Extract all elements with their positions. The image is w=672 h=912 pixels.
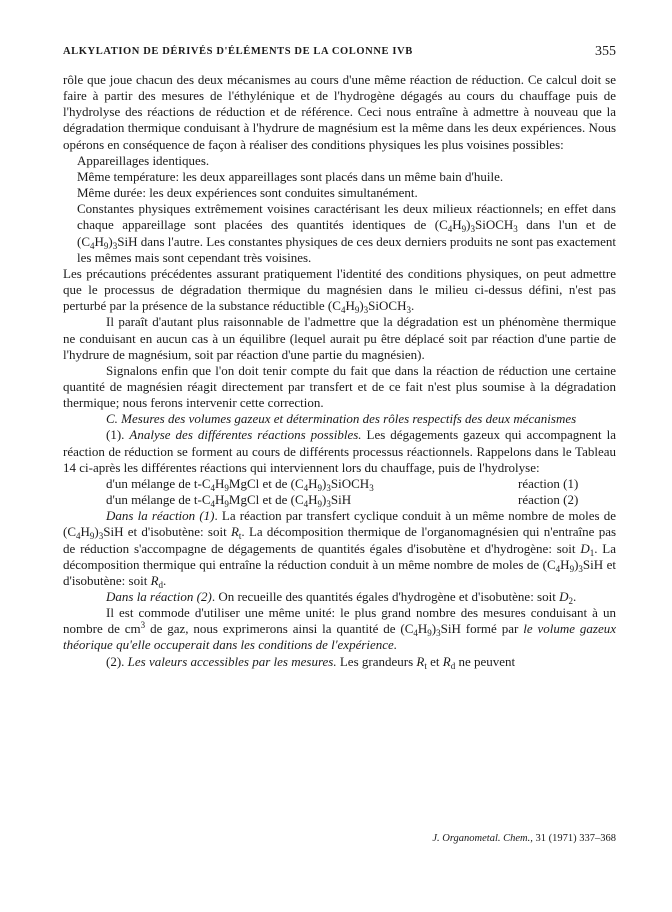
running-title: ALKYLATION DE DÉRIVÉS D'ÉLÉMENTS DE LA COLONNE IVB [63,46,413,57]
reaction-label-2: réaction (2) [518,492,579,508]
paragraph-equilibrium: Il paraît d'autant plus raisonnable de l'admettre que la dégradation est un phénomène thermique ne conduisant en aucun cas à un équilibre (lequel aurait pu être déplacé soit par réaction d'une partie de l'hydrure de magnésium, soit par réaction d'une partie du magnésien). [63,314,616,362]
reaction-line-2: d'un mélange de $t-C_4H_9MgCl$ et de $(C_4H_9)_3SiH$ réaction (2) [63,492,616,508]
paragraph-reaction-1: Dans la réaction (1). La réaction par transfert cyclique conduit à un même nombre de moles de $(C_4H_9)_3SiH$ et d'isobutène: soit $R_t$. La décomposition thermique de l'organomagnésien qui n'entraîne pas de réduction s'accompagne de dégagements de quantités égales d'isobutène et d'hydrogène: soit $D_1$. La décomposition thermique qui entraîne la réduction conduit à un même nombre de moles de $(C_4H_9)_3SiH$ et d'isobutène: soit $R_d$. [63,508,617,590]
subsection-2-title: Les valeurs accessibles par les mesures. [127,653,337,669]
subsection-1-title: Analyse des différentes réactions possibles. [129,427,362,443]
condition-item-apparatus: Appareillages identiques. [77,152,210,168]
paragraph-precautions: Les précautions précédentes assurant pratiquement l'identité des conditions physiques, on peut admettre que le processus de dégradation thermique du magnésien dans le milieu ci-dessus défini, n'est pas perturbé par la présence de la substance réductible $(C_4H_9)_3SiOCH_3$. [63,265,616,316]
reaction-line-1: d'un mélange de $t-C_4H_9MgCl$ et de $(C_4H_9)_3SiOCH_3$ réaction (1) [63,476,616,492]
paragraph-reaction-2: Dans la réaction (2). On recueille des quantités égales d'hydrogène et d'isobutène: soit $D_2$. [106,589,577,606]
condition-item-temperature: Même température: les deux appareillages sont placés dans un même bain d'huile. [77,168,504,184]
page-header [63,44,616,66]
subsection-1: (1). Analyse des différentes réactions possibles. Les dégagements gazeux qui accompagnent la réaction de réduction se forment au cours de différents processus réactionnels. Rappelons dans le Tableau 14 ci-après les différentes réactions qui interviennent lors du chauffage, puis de l'hydrolyse: [63,427,617,475]
page-number: 355 [595,44,616,59]
paragraph-units: Il est commode d'utiliser une même unité: le plus grand nombre des mesures conduisant à un nombre de $cm^3$ de gaz, nous exprimerons ainsi la quantité de $(C_4H_9)_3SiH$ formé par le volume gazeux théorique qu'elle occuperait dans les conditions de l'expérience. [63,605,617,653]
condition-item-duration: Même durée: les deux expériences sont conduites simultanément. [77,185,418,201]
body-text [63,72,616,670]
section-heading-c: C. Mesures des volumes gazeux et détermination des rôles respectifs des deux mécanismes [106,411,577,427]
journal-citation: J. Organometal. Chem., 31 (1971) 337–368 [432,833,616,844]
page [63,44,617,844]
paragraph-intro: rôle que joue chacun des deux mécanismes au cours d'une même réaction de réduction. Ce calcul doit se faire à partir des mesures de l'éthylénique et de l'hydrogène dégagés au cours du chauffage puis de l'hydrolyse des réactions de réduction et de référence. Ceci nous entraîne à admettre à nouveau que la dégradation thermique conduisant à l'hydrure de magnésium est la même dans les deux expériences. Nous opérons en conséquence de façon à réaliser des conditions physiques les plus voisines possibles: [63,72,616,152]
reaction-label-1: réaction (1) [518,475,579,491]
subsection-2: (2). Les valeurs accessibles par les mesures. Les grandeurs $R_t$ et $R_d$ ne peuvent [106,653,516,671]
condition-item-constants: Constantes physiques extrêmement voisines caractérisant les deux milieux réactionnels; en effet dans chaque appareillage sont placées des quantités identiques de $(C_4H_9)_3SiOCH_3$ dans l'un et de $(C_4H_9)_3SiH$ dans l'autre. Les constantes physiques de ces deux derniers produits ne sont pas exactement les mêmes mais sont cependant très voisines. [77,201,617,265]
paragraph-correction: Signalons enfin que l'on doit tenir compte du fait que dans la réaction de réduction une certaine quantité de magnésien réagit directement par transfert et de ce fait n'est plus soumise à la dégradation thermique; nous ferons intervenir cette correction. [63,362,616,411]
